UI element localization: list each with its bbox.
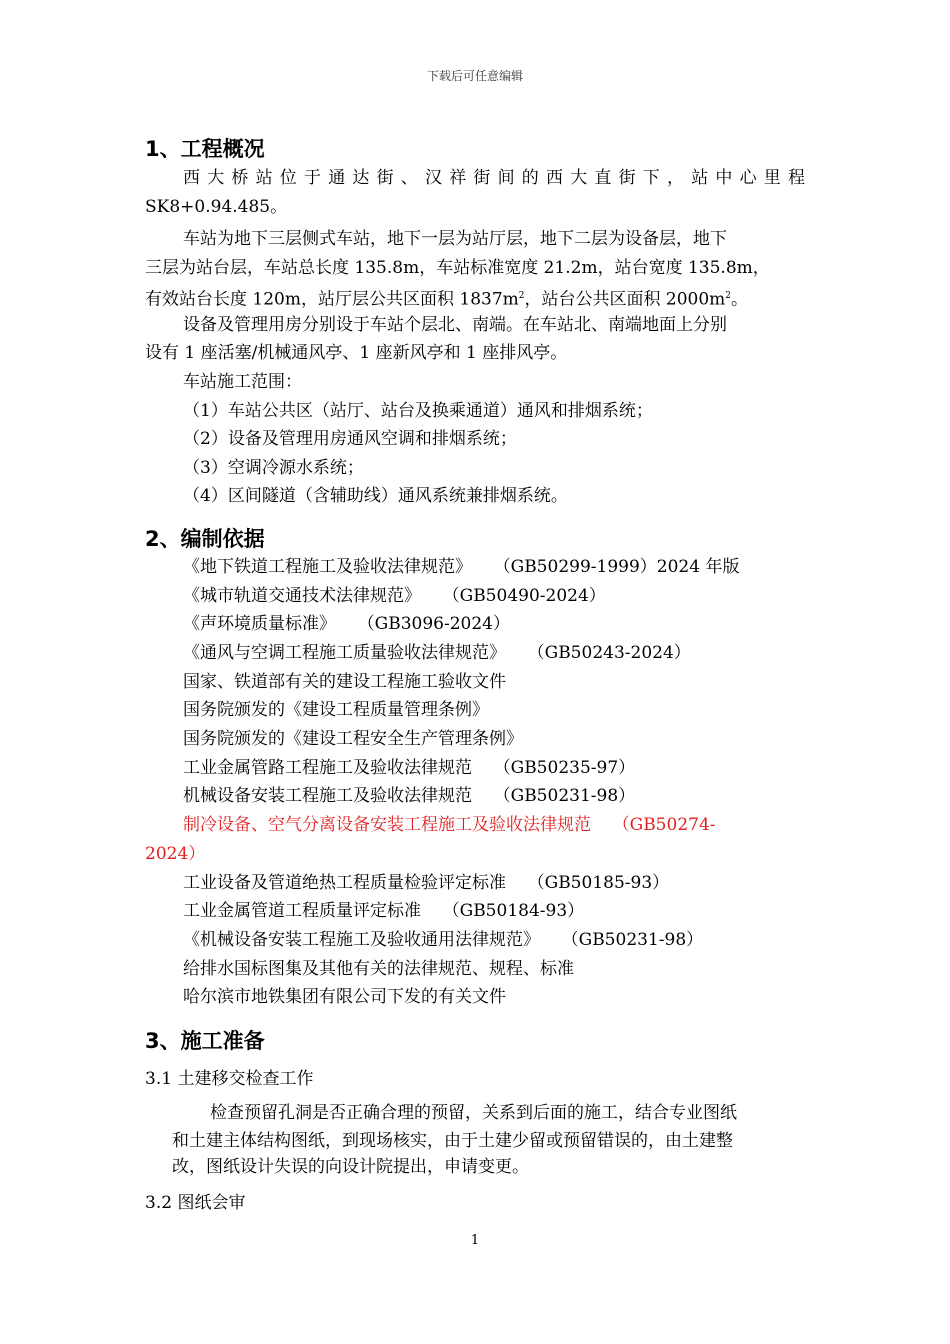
area-text-a: 有效站台长度 120m，站厅层公共区面积 1837m: [145, 289, 519, 310]
subsection-3-2-title: 3.2 图纸会审: [145, 1193, 246, 1213]
reference-item: 《通风与空调工程施工质量验收法律规范》 （GB50243-2024）: [183, 643, 691, 663]
scope-title: 车站施工范围：: [183, 372, 302, 392]
s3-paragraph-line-1: 检查预留孔洞是否正确合理的预留，关系到后面的施工，结合专业图纸: [210, 1103, 737, 1123]
reference-item: 国家、铁道部有关的建设工程施工验收文件: [183, 672, 506, 692]
section-2-title: 2、编制依据: [145, 527, 265, 551]
section-3-title: 3、施工准备: [145, 1029, 265, 1053]
area-text-b: ，站台公共区面积 2000m: [524, 289, 726, 310]
reference-item: 《声环境质量标准》 （GB3096-2024）: [183, 614, 510, 634]
reference-item: 国务院颁发的《建设工程质量管理条例》: [183, 700, 489, 720]
scope-item: （4）区间隧道（含辅助线）通风系统兼排烟系统。: [183, 486, 568, 506]
reference-item-highlighted-cont: 2024）: [145, 844, 206, 864]
superscript-2: 2: [725, 291, 732, 301]
s1-paragraph-1-line-2: SK8+0.94.485。: [145, 197, 288, 217]
scope-item: （2）设备及管理用房通风空调和排烟系统；: [183, 429, 517, 449]
subsection-3-1-title: 3.1 土建移交检查工作: [145, 1069, 314, 1089]
superscript-2: 2: [518, 291, 525, 301]
reference-item: 工业设备及管道绝热工程质量检验评定标准 （GB50185-93）: [183, 873, 670, 893]
scope-item: （3）空调冷源水系统；: [183, 458, 364, 478]
s1-paragraph-2-line-2: 三层为站台层，车站总长度 135.8m，车站标准宽度 21.2m，站台宽度 135.8m，: [145, 258, 770, 278]
area-text-c: 。: [731, 289, 749, 310]
s1-paragraph-2-line-3: [145, 282, 748, 315]
scope-item: （1）车站公共区（站厅、站台及换乘通道）通风和排烟系统；: [183, 401, 653, 421]
reference-item: 工业金属管路工程施工及验收法律规范 （GB50235-97）: [183, 758, 636, 778]
s3-paragraph-line-2: 和土建主体结构图纸，到现场核实，由于土建少留或预留错误的，由土建整: [172, 1131, 733, 1151]
section-1-title: 1、工程概况: [145, 137, 265, 161]
page-number: 1: [470, 1233, 480, 1248]
s1-paragraph-3-line-2: 设有 1 座活塞/机械通风亭、1 座新风亭和 1 座排风亭。: [145, 343, 568, 363]
reference-item: 工业金属管道工程质量评定标准 （GB50184-93）: [183, 901, 585, 921]
reference-item: 给排水国标图集及其他有关的法律规范、规程、标准: [183, 959, 574, 979]
reference-item: 《地下铁道工程施工及验收法律规范》 （GB50299-1999）2024 年版: [183, 557, 740, 577]
s1-paragraph-1-line-1: 西大桥站位于通达街、汉祥街间的西大直街下，站中心里程: [183, 168, 805, 188]
page-header: 下载后可任意编辑: [426, 69, 523, 83]
s1-paragraph-2-line-1: 车站为地下三层侧式车站，地下一层为站厅层，地下二层为设备层，地下: [183, 229, 727, 249]
reference-item: 哈尔滨市地铁集团有限公司下发的有关文件: [183, 987, 506, 1007]
reference-item: 机械设备安装工程施工及验收法律规范 （GB50231-98）: [183, 786, 636, 806]
reference-item-highlighted: 制冷设备、空气分离设备安装工程施工及验收法律规范 （GB50274-: [183, 815, 716, 835]
s3-paragraph-line-3: 改，图纸设计失误的向设计院提出，申请变更。: [172, 1157, 529, 1177]
reference-item: 《城市轨道交通技术法律规范》 （GB50490-2024）: [183, 586, 606, 606]
reference-item: 国务院颁发的《建设工程安全生产管理条例》: [183, 729, 523, 749]
reference-item: 《机械设备安装工程施工及验收通用法律规范》 （GB50231-98）: [183, 930, 704, 950]
s1-paragraph-3-line-1: 设备及管理用房分别设于车站个层北、南端。在车站北、南端地面上分别: [183, 315, 727, 335]
